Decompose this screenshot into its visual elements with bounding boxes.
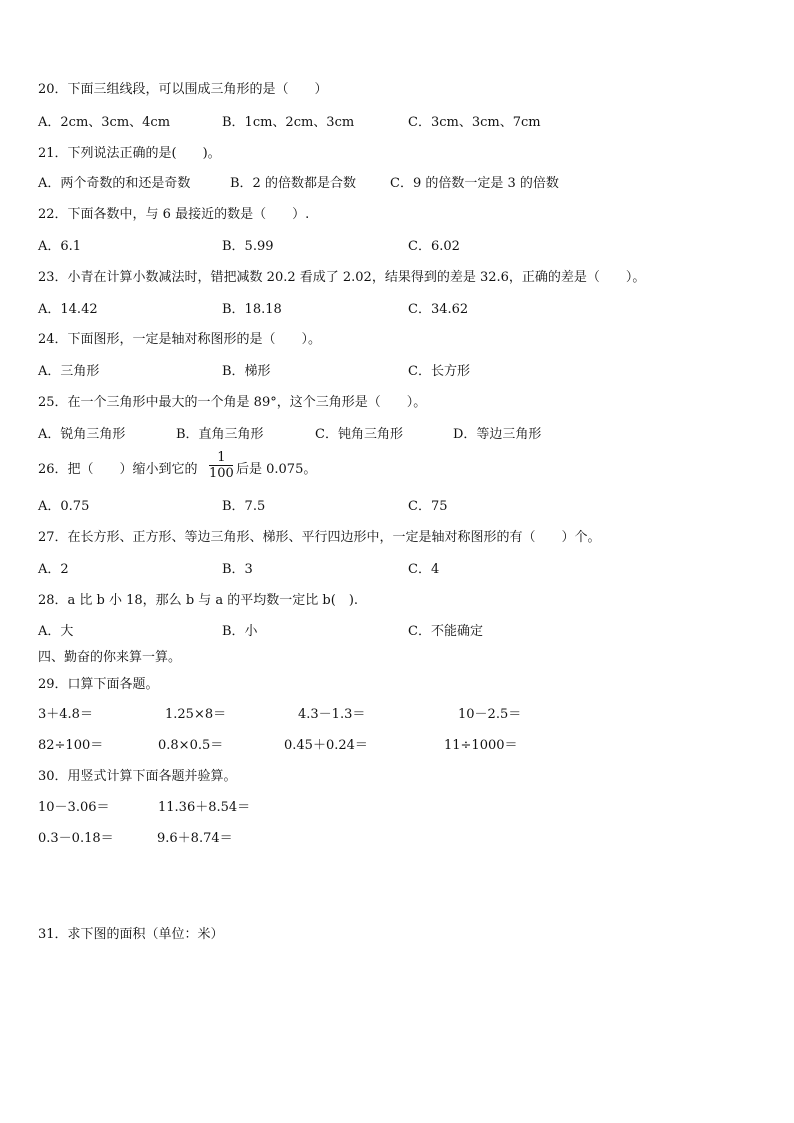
q28-stem: 28．a 比 b 小 18，那么 b 与 a 的平均数一定比 b( ). [38,593,359,608]
q26-stem-pre: 26．把（ ）缩小到它的 [38,462,198,477]
q21-option-a[interactable]: A．两个奇数的和还是奇数 [38,176,191,191]
q30-item: 10－3.06＝ [38,800,110,815]
fraction-denominator: 100 [209,466,234,481]
q28-option-b[interactable]: B．小 [222,624,258,639]
q22-option-a[interactable]: A．6.1 [38,239,82,254]
q29-item: 0.8×0.5＝ [158,738,224,753]
q30-item: 0.3－0.18＝ [38,831,114,846]
q29-item: 4.3－1.3＝ [298,707,366,722]
q20-stem: 20．下面三组线段，可以围成三角形的是（ ） [38,82,328,97]
q21-option-c[interactable]: C．9 的倍数一定是 3 的倍数 [390,176,559,191]
q25-option-d[interactable]: D．等边三角形 [453,427,542,442]
q23-stem: 23．小青在计算小数减法时，错把减数 20.2 看成了 2.02，结果得到的差是 32.6，正确的差是（ ）。 [38,270,646,285]
q26-option-c[interactable]: C．75 [408,499,448,514]
q20-option-b[interactable]: B．1cm、2cm、3cm [222,115,355,130]
q25-stem: 25．在一个三角形中最大的一个角是 89°，这个三角形是（ ）。 [38,395,427,410]
q23-option-c[interactable]: C．34.62 [408,302,469,317]
q25-option-c[interactable]: C．钝角三角形 [315,427,403,442]
q24-option-c[interactable]: C．长方形 [408,364,470,379]
q22-option-b[interactable]: B．5.99 [222,239,274,254]
q29-item: 0.45＋0.24＝ [284,738,368,753]
q27-option-c[interactable]: C．4 [408,562,440,577]
q21-stem: 21．下列说法正确的是( )。 [38,146,221,161]
fraction-numerator: 1 [217,450,226,465]
q22-stem: 22．下面各数中，与 6 最接近的数是（ ）. [38,207,310,222]
q27-option-a[interactable]: A．2 [38,562,69,577]
q27-option-b[interactable]: B．3 [222,562,253,577]
q25-option-b[interactable]: B．直角三角形 [176,427,264,442]
q28-option-c[interactable]: C．不能确定 [408,624,483,639]
q26-stem-post: 后是 0.075。 [236,462,317,477]
q22-option-c[interactable]: C．6.02 [408,239,460,254]
q29-stem: 29．口算下面各题。 [38,677,159,692]
q28-option-a[interactable]: A．大 [38,624,74,639]
q30-stem: 30．用竖式计算下面各题并验算。 [38,769,237,784]
q29-item: 10－2.5＝ [458,707,522,722]
q27-stem: 27．在长方形、正方形、等边三角形、梯形、平行四边形中，一定是轴对称图形的有（ ）个。 [38,530,601,545]
q23-option-b[interactable]: B．18.18 [222,302,282,317]
q29-item: 82÷100＝ [38,738,104,753]
q29-item: 1.25×8＝ [165,707,227,722]
q23-option-a[interactable]: A．14.42 [38,302,98,317]
q30-item: 9.6＋8.74＝ [157,831,233,846]
section-4-title: 四、勤奋的你来算一算。 [38,650,182,665]
q31-stem: 31．求下图的面积（单位：米） [38,927,224,942]
q26-option-a[interactable]: A．0.75 [38,499,90,514]
q25-option-a[interactable]: A．锐角三角形 [38,427,126,442]
q20-option-a[interactable]: A．2cm、3cm、4cm [38,115,171,130]
q20-option-c[interactable]: C．3cm、3cm、7cm [408,115,541,130]
q21-option-b[interactable]: B．2 的倍数都是合数 [230,176,356,191]
q29-item: 3＋4.8＝ [38,707,93,722]
q24-stem: 24．下面图形，一定是轴对称图形的是（ ）。 [38,332,322,347]
q30-item: 11.36＋8.54＝ [158,800,251,815]
q24-option-a[interactable]: A．三角形 [38,364,100,379]
q29-item: 11÷1000＝ [444,738,518,753]
q26-fraction [207,450,236,481]
q24-option-b[interactable]: B．梯形 [222,364,271,379]
q26-option-b[interactable]: B．7.5 [222,499,266,514]
